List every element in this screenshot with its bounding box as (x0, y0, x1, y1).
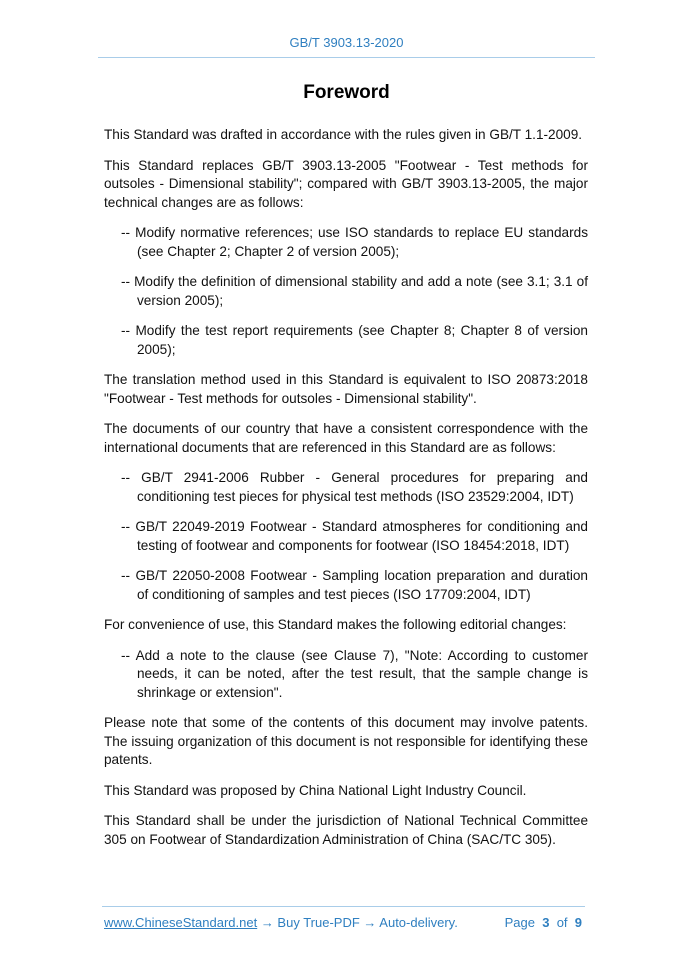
paragraph-replaces: This Standard replaces GB/T 3903.13-2005 "Footwear - Test methods for outsoles - Dimensional stability"; compared with GB/T 3903.13-2005, the major technical changes are as follows: (104, 157, 588, 210)
list-item-editorial: -- Add a note to the clause (see Clause 7), "Note: According to customer needs, it can be noted, after the test result, that the sample change is shrinkage or extension". (121, 647, 588, 700)
paragraph-correspondence: The documents of our country that have a consistent correspondence with the international documents that are referenced in this Standard are as follows: (104, 421, 588, 455)
list-item-reference: -- GB/T 22049-2019 Footwear - Standard atmospheres for conditioning and testing of footwear and components for footwear (ISO 18454:2018, IDT) (121, 519, 588, 553)
footer-tagline: → Buy True-PDF → Auto-delivery. (257, 915, 458, 930)
page-total: 9 (574, 915, 582, 930)
list-item-change: -- Modify normative references; use ISO standards to replace EU standards (see Chapter 2; Chapter 2 of version 2005); (121, 225, 588, 259)
paragraph-proposed-by: This Standard was proposed by China National Light Industry Council. (104, 782, 527, 798)
list-item-reference: -- GB/T 22050-2008 Footwear - Sampling location preparation and duration of conditioning of samples and test pieces (ISO 17709:2004, IDT) (121, 568, 588, 602)
paragraph-drafting-rules: This Standard was drafted in accordance with the rules given in GB/T 1.1-2009. (104, 127, 583, 142)
paragraph-translation-method: The translation method used in this Standard is equivalent to ISO 20873:2018 "Footwear - Test methods for outsoles - Dimensional stability". (104, 372, 588, 406)
list-item-change: -- Modify the test report requirements (see Chapter 8; Chapter 8 of version 2005); (121, 323, 588, 357)
page-of-label: of (556, 915, 568, 930)
list-item-change: -- Modify the definition of dimensional stability and add a note (see 3.1; 3.1 of version 2005); (121, 274, 588, 308)
list-item-reference: -- GB/T 2941-2006 Rubber - General procedures for preparing and conditioning test pieces for physical test methods (ISO 23529:2004, IDT) (121, 470, 588, 504)
footer (104, 915, 584, 930)
footer-divider (102, 906, 585, 907)
paragraph-jurisdiction: This Standard shall be under the jurisdiction of National Technical Committee 305 on Footwear of Standardization Administration of China (SAC/TC 305). (104, 813, 588, 847)
paragraph-patents: Please note that some of the contents of this document may involve patents. The issuing organization of this document is not responsible for identifying these patents. (104, 715, 588, 767)
header-divider (98, 57, 595, 58)
page-label: Page (504, 915, 535, 930)
header-standard-code: GB/T 3903.13-2020 (289, 35, 404, 50)
page-current: 3 (542, 915, 550, 930)
page-indicator (505, 915, 582, 930)
paragraph-editorial: For convenience of use, this Standard makes the following editorial changes: (104, 617, 567, 632)
website-link[interactable]: www.ChineseStandard.net (104, 915, 258, 930)
page-title: Foreword (303, 82, 390, 103)
document-body (104, 126, 588, 861)
